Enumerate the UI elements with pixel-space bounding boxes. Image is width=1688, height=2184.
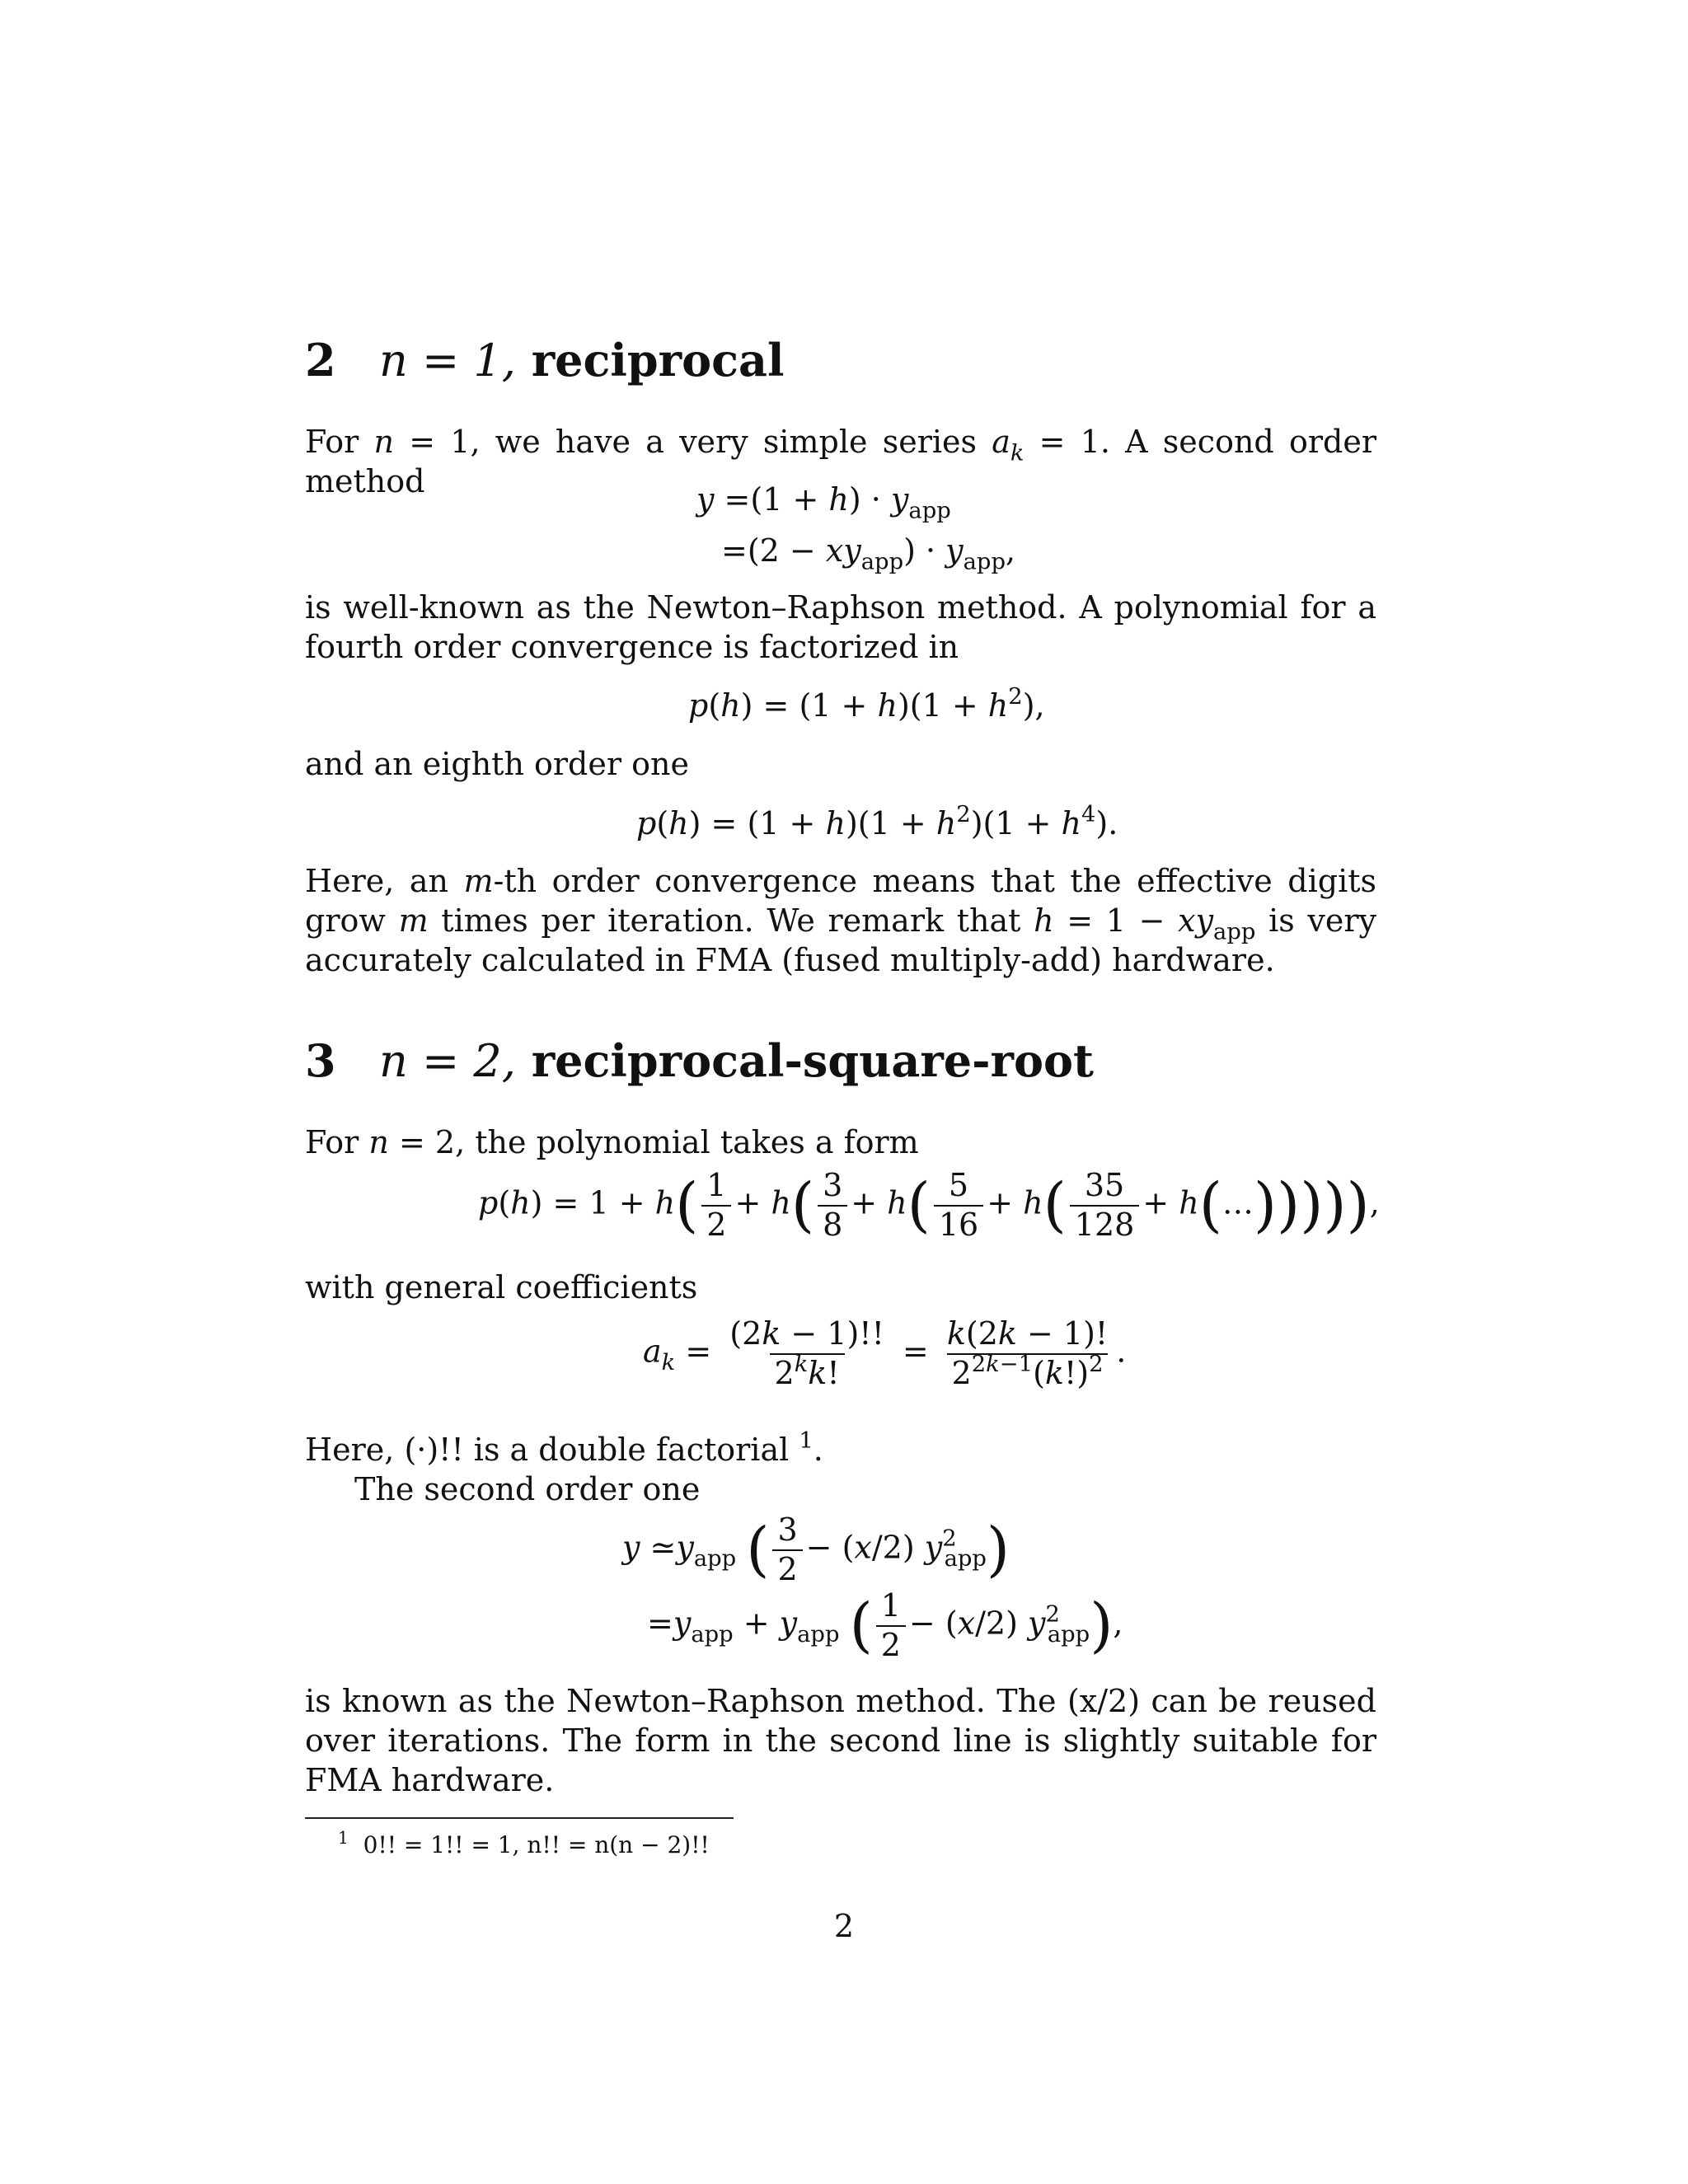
section-3-intro: For n = 2, the polynomial takes a form bbox=[305, 1124, 919, 1160]
equation-eighth-order: $p(h) = (1 + h)(1 + h^2)(1 + h^4)$. bbox=[636, 801, 1118, 841]
section-3-paragraph-2: with general coefficients bbox=[305, 1269, 698, 1305]
equation-rsqrt-line2: $=y_{app} + y_{app}$ ( $\frac{1}{2}$ − (x/2) $y^2_{app}$), bbox=[647, 1587, 1123, 1663]
footnote-rule bbox=[305, 1817, 734, 1819]
section-number: 3 bbox=[305, 1034, 336, 1087]
footnote-text: 0!! = 1!! = 1, n!! = n(n − 2)!! bbox=[363, 1831, 710, 1858]
equation-general-coefficients: $a_k$ = $\frac{(2k - 1)!!}{2^kk!}$ = $\frac{k(2k - 1)!}{2^{2k-1}(k!)^2}$ . bbox=[643, 1315, 1127, 1391]
equation-nested-polynomial: p(h) = 1 + h( $\frac{1}{2}$ + h( $\frac{3}{8}$ + h( $\frac{5}{16}$ + h( $\frac{35}{128}$ + h(…))))), bbox=[478, 1167, 1380, 1243]
section-title-text: reciprocal-square-root bbox=[515, 1034, 1094, 1087]
section-2-paragraph-2: is well-known as the Newton–Raphson method. A polynomial for a fourth order convergence is factorized in bbox=[305, 589, 1376, 665]
equation-fourth-order: $p(h) = (1 + h)(1 + h^2)$, bbox=[688, 683, 1045, 724]
section-title-math: n = 2, bbox=[379, 1035, 516, 1087]
section-title-text: reciprocal bbox=[515, 334, 785, 387]
section-3-paragraph-3: Here, (·)!! is a double factorial $^1$. bbox=[305, 1427, 823, 1468]
section-2-intro: For n = 1, we have a very simple series $a_k = 1$. A second order method bbox=[305, 424, 1376, 499]
equation-newton-raphson-line1: $y =(1 + h) \cdot y_{app}$ bbox=[696, 481, 951, 524]
footnote bbox=[338, 1827, 710, 1858]
equation-rsqrt-line1: y $≃y_{app}$ ( $\frac{3}{2}$ − (x/2) $y^2_{app}$) bbox=[622, 1511, 1010, 1587]
section-3-heading bbox=[305, 1034, 1094, 1087]
section-2-paragraph-3: and an eighth order one bbox=[305, 746, 689, 782]
section-2-paragraph-4: Here, an m-th order convergence means that the effective digits grow m times per iteration. We remark that $h = 1 - xy_{app}$ is very accurately calculated in FMA (fused multiply-add) hardware. bbox=[305, 863, 1376, 978]
section-title-math: n = 1, bbox=[379, 335, 516, 387]
section-3-paragraph-4: The second order one bbox=[354, 1471, 701, 1507]
footnote-mark: 1 bbox=[338, 1827, 349, 1848]
footnote-reference[interactable]: 1 bbox=[799, 1427, 814, 1454]
section-2-heading bbox=[305, 334, 785, 387]
equation-newton-raphson-line2: $=(2 - xy_{app}) \cdot y_{app}$, bbox=[721, 532, 1016, 575]
page-number: 2 bbox=[833, 1908, 855, 1944]
section-3-paragraph-5: is known as the Newton–Raphson method. The (x/2) can be reused over iterations. The form in the second line is slightly suitable for FMA hardware. bbox=[305, 1683, 1376, 1798]
section-number: 2 bbox=[305, 334, 336, 387]
